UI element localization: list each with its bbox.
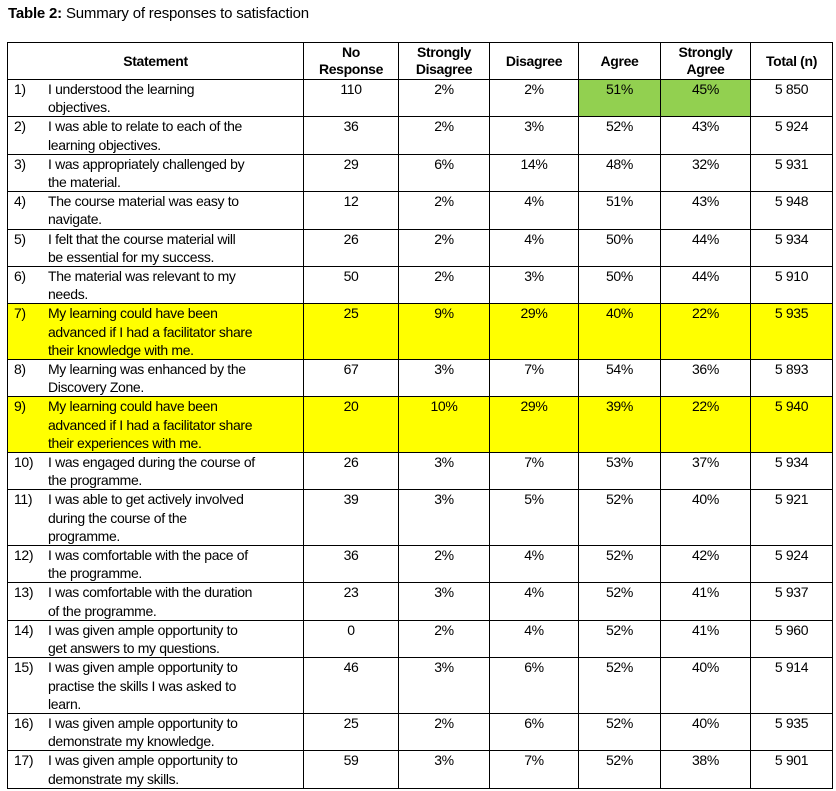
statement-line: advanced if I had a facilitator share — [48, 323, 253, 340]
cell-disagree: 6% — [490, 713, 579, 750]
cell-disagree: 29% — [490, 304, 579, 360]
cell-no-response: 23 — [304, 583, 399, 620]
cell-disagree: 6% — [490, 658, 579, 714]
statement-line: demonstrate my knowledge. — [48, 733, 215, 750]
statement-line: I was given ample opportunity to — [48, 621, 238, 638]
cell-strongly-disagree: 2% — [399, 192, 490, 229]
cell-disagree: 4% — [490, 583, 579, 620]
statement-line: My learning could have been — [48, 398, 218, 415]
cell-agree: 52% — [579, 546, 661, 583]
statement-line: I was given ample opportunity to — [48, 659, 238, 676]
statement-text — [48, 80, 194, 116]
cell-total: 5 960 — [751, 620, 833, 657]
statement-line: I was given ample opportunity to — [48, 714, 238, 731]
cell-agree: 51% — [579, 192, 661, 229]
statement-number: 9) — [14, 398, 26, 415]
cell-strongly-agree: 43% — [661, 117, 751, 154]
cell-strongly-agree: 40% — [661, 490, 751, 546]
statement-line: I was engaged during the course of — [48, 454, 255, 471]
cell-disagree: 4% — [490, 620, 579, 657]
statement-number: 3) — [14, 155, 26, 172]
cell-agree: 39% — [579, 397, 661, 453]
cell-disagree: 29% — [490, 397, 579, 453]
statement-cell — [8, 397, 304, 453]
cell-disagree: 3% — [490, 117, 579, 154]
table-row — [8, 713, 833, 750]
cell-strongly-agree: 22% — [661, 397, 751, 453]
cell-no-response: 25 — [304, 713, 399, 750]
statement-text — [48, 304, 252, 359]
statement-text — [48, 583, 252, 619]
cell-strongly-disagree: 2% — [399, 713, 490, 750]
cell-strongly-disagree: 3% — [399, 453, 490, 490]
statement-line: learning objectives. — [48, 136, 161, 153]
cell-agree: 52% — [579, 751, 661, 788]
header-text: Agree — [600, 52, 639, 69]
cell-total: 5 921 — [751, 490, 833, 546]
statement-line: Discovery Zone. — [48, 379, 144, 396]
statement-text — [48, 230, 235, 266]
statement-line: I felt that the course material will — [48, 230, 236, 247]
cell-disagree: 5% — [490, 490, 579, 546]
satisfaction-table — [7, 42, 833, 789]
statement-line: the material. — [48, 174, 121, 191]
statement-text — [48, 192, 239, 228]
statement-line: needs. — [48, 286, 88, 303]
caption-label: Table 2: — [8, 5, 62, 22]
cell-strongly-disagree: 3% — [399, 658, 490, 714]
statement-line: My learning could have been — [48, 305, 218, 322]
cell-total: 5 934 — [751, 453, 833, 490]
cell-agree: 53% — [579, 453, 661, 490]
cell-no-response: 39 — [304, 490, 399, 546]
header-strongly-agree — [661, 43, 751, 80]
table-row — [8, 583, 833, 620]
table-row — [8, 80, 833, 117]
caption-text: Summary of responses to satisfaction — [61, 5, 309, 22]
statement-line: of the programme. — [48, 602, 157, 619]
statement-number: 11) — [14, 491, 33, 508]
cell-total: 5 910 — [751, 267, 833, 304]
cell-agree: 52% — [579, 713, 661, 750]
statement-text — [48, 546, 248, 582]
cell-total: 5 850 — [751, 80, 833, 117]
statement-cell — [8, 80, 304, 117]
cell-strongly-agree: 36% — [661, 360, 751, 397]
cell-agree: 52% — [579, 620, 661, 657]
statement-number: 5) — [14, 230, 26, 247]
cell-strongly-agree: 40% — [661, 713, 751, 750]
table-row — [8, 620, 833, 657]
statement-line: I was comfortable with the pace of — [48, 547, 248, 564]
cell-strongly-disagree: 10% — [399, 397, 490, 453]
cell-strongly-agree: 22% — [661, 304, 751, 360]
statement-number: 2) — [14, 118, 26, 135]
cell-total: 5 924 — [751, 117, 833, 154]
statement-number: 7) — [14, 305, 26, 322]
cell-strongly-agree: 44% — [661, 267, 751, 304]
header-text: No — [342, 44, 360, 60]
header-statement — [8, 43, 304, 80]
cell-total: 5 924 — [751, 546, 833, 583]
statement-line: objectives. — [48, 99, 111, 116]
table-row — [8, 397, 833, 453]
statement-cell — [8, 546, 304, 583]
cell-strongly-agree: 42% — [661, 546, 751, 583]
statement-line: I was able to get actively involved — [48, 491, 244, 508]
header-disagree — [490, 43, 579, 80]
cell-no-response: 29 — [304, 154, 399, 191]
cell-no-response: 110 — [304, 80, 399, 117]
statement-line: I was able to relate to each of the — [48, 118, 242, 135]
cell-no-response: 0 — [304, 620, 399, 657]
cell-no-response: 25 — [304, 304, 399, 360]
cell-total: 5 935 — [751, 304, 833, 360]
cell-strongly-agree: 38% — [661, 751, 751, 788]
cell-total: 5 935 — [751, 713, 833, 750]
cell-disagree: 7% — [490, 751, 579, 788]
statement-line: navigate. — [48, 211, 102, 228]
header-row — [8, 43, 833, 80]
statement-line: The course material was easy to — [48, 193, 239, 210]
statement-text — [48, 117, 242, 153]
statement-line: learn. — [48, 695, 81, 712]
statement-text — [48, 658, 238, 713]
statement-text — [48, 621, 238, 657]
table-row — [8, 267, 833, 304]
header-agree — [579, 43, 661, 80]
cell-agree: 50% — [579, 267, 661, 304]
cell-no-response: 20 — [304, 397, 399, 453]
header-total — [751, 43, 833, 80]
header-strongly-disagree — [399, 43, 490, 80]
cell-strongly-disagree: 3% — [399, 751, 490, 788]
statement-cell — [8, 490, 304, 546]
statement-text — [48, 267, 236, 303]
cell-agree: 48% — [579, 154, 661, 191]
statement-line: their experiences with me. — [48, 434, 202, 451]
statement-number: 6) — [14, 268, 26, 285]
cell-agree: 52% — [579, 658, 661, 714]
statement-line: demonstrate my skills. — [48, 770, 179, 787]
statement-text — [48, 155, 244, 191]
cell-no-response: 26 — [304, 453, 399, 490]
statement-line: My learning was enhanced by the — [48, 361, 246, 378]
statement-cell — [8, 751, 304, 788]
statement-text — [48, 714, 238, 750]
statement-line: get answers to my questions. — [48, 640, 220, 657]
cell-agree: 40% — [579, 304, 661, 360]
table-row — [8, 229, 833, 266]
table-caption — [8, 5, 309, 22]
statement-text — [48, 397, 252, 452]
cell-strongly-disagree: 2% — [399, 267, 490, 304]
statement-cell — [8, 304, 304, 360]
statement-line: I was appropriately challenged by — [48, 155, 245, 172]
cell-no-response: 36 — [304, 117, 399, 154]
cell-strongly-agree: 37% — [661, 453, 751, 490]
cell-total: 5 934 — [751, 229, 833, 266]
statement-number: 8) — [14, 361, 26, 378]
statement-cell — [8, 360, 304, 397]
header-text: Disagree — [415, 61, 473, 77]
cell-total: 5 931 — [751, 154, 833, 191]
statement-number: 14) — [14, 621, 34, 638]
statement-line: practise the skills I was asked to — [48, 677, 237, 694]
cell-total: 5 893 — [751, 360, 833, 397]
table-row — [8, 154, 833, 191]
cell-strongly-disagree: 2% — [399, 620, 490, 657]
cell-strongly-disagree: 2% — [399, 117, 490, 154]
cell-strongly-agree: 32% — [661, 154, 751, 191]
cell-agree: 52% — [579, 117, 661, 154]
statement-line: programme. — [48, 527, 120, 544]
statement-line: during the course of the — [48, 509, 187, 526]
cell-disagree: 2% — [490, 80, 579, 117]
statement-number: 10) — [14, 454, 34, 471]
statement-cell — [8, 267, 304, 304]
cell-agree: 54% — [579, 360, 661, 397]
header-text: Statement — [123, 52, 188, 69]
cell-strongly-disagree: 3% — [399, 583, 490, 620]
table-row — [8, 658, 833, 714]
cell-strongly-disagree: 3% — [399, 490, 490, 546]
statement-cell — [8, 620, 304, 657]
cell-disagree: 3% — [490, 267, 579, 304]
cell-disagree: 7% — [490, 360, 579, 397]
statement-line: I was given ample opportunity to — [48, 752, 238, 769]
statement-cell — [8, 192, 304, 229]
statement-cell — [8, 583, 304, 620]
statement-line: the programme. — [48, 472, 142, 489]
statement-line: be essential for my success. — [48, 248, 215, 265]
cell-no-response: 67 — [304, 360, 399, 397]
header-text: Disagree — [505, 52, 563, 69]
statement-number: 1) — [14, 81, 26, 97]
cell-disagree: 4% — [490, 192, 579, 229]
cell-no-response: 26 — [304, 229, 399, 266]
cell-no-response: 59 — [304, 751, 399, 788]
cell-no-response: 36 — [304, 546, 399, 583]
header-no-response — [304, 43, 399, 80]
cell-total: 5 948 — [751, 192, 833, 229]
table-row — [8, 192, 833, 229]
table-row — [8, 117, 833, 154]
statement-number: 4) — [14, 193, 26, 210]
cell-total: 5 937 — [751, 583, 833, 620]
cell-disagree: 4% — [490, 229, 579, 266]
cell-strongly-agree: 41% — [661, 620, 751, 657]
header-text: Agree — [686, 61, 725, 77]
statement-line: The material was relevant to my — [48, 268, 236, 285]
statement-line: I understood the learning — [48, 81, 195, 97]
statement-text — [48, 453, 255, 489]
header-text: Strongly — [417, 44, 471, 60]
cell-strongly-agree: 43% — [661, 192, 751, 229]
statement-cell — [8, 154, 304, 191]
cell-agree: 52% — [579, 490, 661, 546]
table-row — [8, 546, 833, 583]
cell-strongly-agree: 40% — [661, 658, 751, 714]
statement-cell — [8, 658, 304, 714]
cell-agree: 51% — [579, 80, 661, 117]
table-row — [8, 304, 833, 360]
cell-no-response: 46 — [304, 658, 399, 714]
statement-line: the programme. — [48, 565, 142, 582]
statement-text — [48, 490, 244, 545]
statement-cell — [8, 713, 304, 750]
header-text: Total (n) — [765, 52, 818, 69]
cell-agree: 50% — [579, 229, 661, 266]
table-row — [8, 751, 833, 788]
cell-disagree: 7% — [490, 453, 579, 490]
cell-no-response: 50 — [304, 267, 399, 304]
header-text: Strongly — [678, 44, 733, 60]
statement-text — [48, 751, 238, 787]
cell-total: 5 940 — [751, 397, 833, 453]
cell-strongly-agree: 45% — [661, 80, 751, 117]
statement-text — [48, 360, 246, 396]
header-text: Response — [318, 61, 384, 77]
statement-line: advanced if I had a facilitator share — [48, 416, 253, 433]
cell-strongly-disagree: 2% — [399, 80, 490, 117]
cell-strongly-disagree: 3% — [399, 360, 490, 397]
cell-total: 5 914 — [751, 658, 833, 714]
cell-strongly-disagree: 2% — [399, 546, 490, 583]
statement-cell — [8, 453, 304, 490]
cell-strongly-agree: 41% — [661, 583, 751, 620]
cell-strongly-disagree: 6% — [399, 154, 490, 191]
table-row — [8, 360, 833, 397]
table-row — [8, 490, 833, 546]
cell-strongly-disagree: 2% — [399, 229, 490, 266]
statement-number: 16) — [14, 714, 34, 731]
cell-disagree: 4% — [490, 546, 579, 583]
cell-strongly-disagree: 9% — [399, 304, 490, 360]
cell-no-response: 12 — [304, 192, 399, 229]
statement-line: their knowledge with me. — [48, 341, 194, 358]
statement-cell — [8, 117, 304, 154]
statement-cell — [8, 229, 304, 266]
statement-number: 12) — [14, 547, 34, 564]
statement-number: 17) — [14, 752, 34, 769]
cell-strongly-agree: 44% — [661, 229, 751, 266]
table-row — [8, 453, 833, 490]
statement-number: 13) — [14, 584, 34, 601]
statement-line: I was comfortable with the duration — [48, 584, 253, 601]
cell-agree: 52% — [579, 583, 661, 620]
cell-total: 5 901 — [751, 751, 833, 788]
statement-number: 15) — [14, 659, 34, 676]
cell-disagree: 14% — [490, 154, 579, 191]
